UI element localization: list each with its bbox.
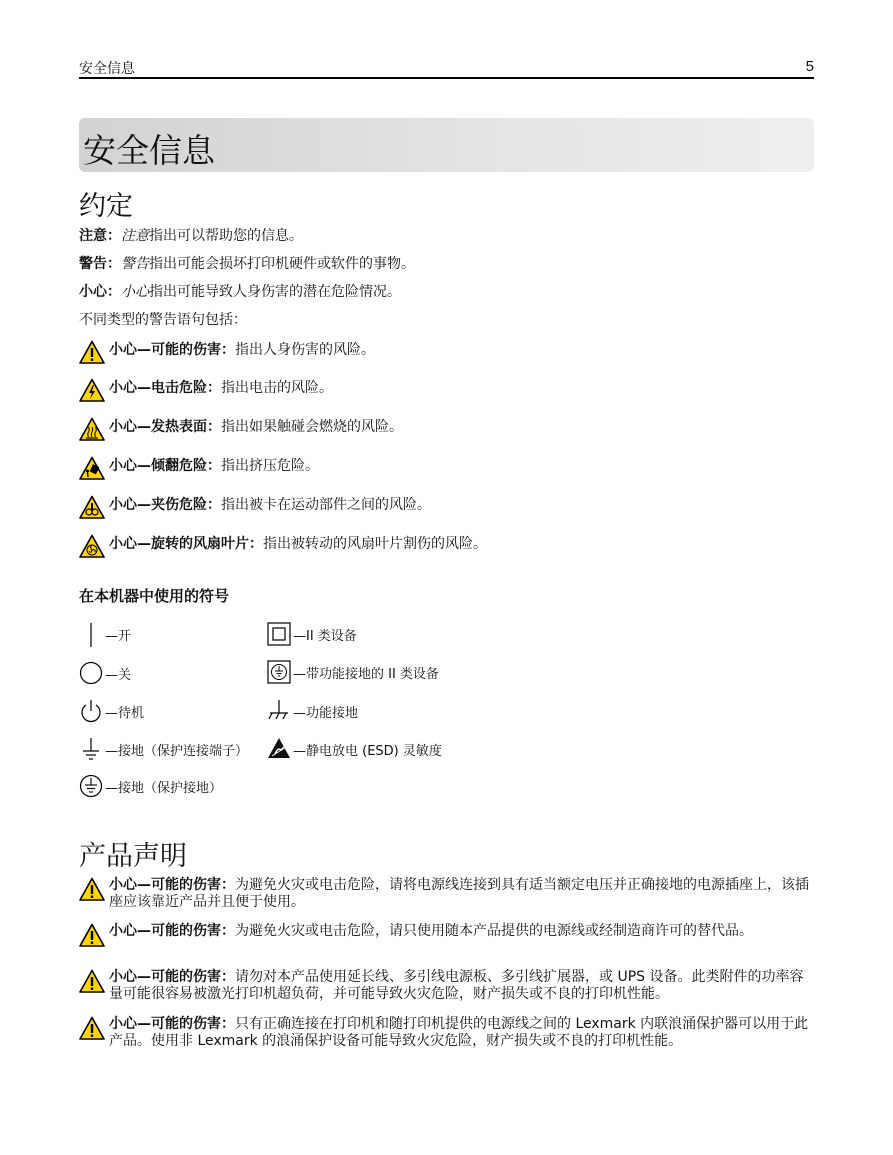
caution-type-text: 指出人身伤害的风险。 [235,342,375,358]
caution-type-text: 指出如果触碰会燃烧的风险。 [221,419,403,435]
caution-type-label: 小心—可能的伤害： [109,342,235,358]
symbol-label: —功能接地 [293,706,359,721]
caution-paragraph [79,282,401,302]
class-ii-icon [267,622,291,648]
caution-type-text: 指出挤压危险。 [221,458,319,474]
product-statements-heading: 产品声明 [79,841,187,872]
note-label: 注意： [79,228,121,244]
functional-earth-icon [267,699,291,725]
page-header [79,58,814,79]
power-on-icon [79,622,103,648]
note-paragraph [79,226,303,246]
page-title: 安全信息 [83,131,215,170]
ground-terminal-icon [79,737,103,763]
electric-shock-icon [79,378,105,402]
caution-type-text: 指出电击的风险。 [221,380,333,396]
statement-text: 为避免火灾或电击危险，请只使用随本产品提供的电源线或经制造商许可的替代品。 [235,923,753,939]
note-text: 指出可以帮助您的信息。 [149,228,303,244]
statement-text: 请勿对本产品使用延长线、多引线电源板、多引线扩展器，或 UPS 设备。此类附件的功率容量可能很容易被激光打印机超负荷，并可能导致火灾危险，财产损失或不良的打印机性能。 [109,969,804,1002]
caution-label: 小心： [79,284,121,300]
caution-exclamation-icon [79,877,105,901]
caution-term: 小心 [121,284,149,300]
hot-surface-icon [79,417,105,441]
caution-text: 指出可能导致人身伤害的潜在危险情况。 [149,284,401,300]
caution-type-label: 小心—倾翻危险： [109,458,221,474]
symbol-label: —II 类设备 [293,629,357,644]
warning-term: 警告 [121,256,149,272]
protective-ground-icon [79,774,103,800]
symbol-label: —接地（保护接地） [105,781,223,796]
caution-exclamation-icon [79,340,105,364]
symbol-label: —带功能接地的 II 类设备 [293,667,439,682]
caution-exclamation-icon [79,1016,105,1040]
title-banner [79,118,814,172]
caution-type-label: 小心—发热表面： [109,419,221,435]
caution-exclamation-icon [79,923,105,947]
pinch-hazard-icon [79,495,105,519]
caution-exclamation-icon [79,969,105,993]
statement-label: 小心—可能的伤害： [109,877,235,893]
statement-label: 小心—可能的伤害： [109,969,235,985]
symbol-label: —静电放电 (ESD) 灵敏度 [293,744,442,759]
esd-sensitivity-icon [267,737,291,763]
symbols-heading: 在本机器中使用的符号 [79,587,230,605]
symbol-label: —关 [105,668,132,683]
warning-paragraph [79,254,415,274]
symbol-label: —待机 [105,706,145,721]
statement-text: 只有正确连接在打印机和随打印机提供的电源线之间的 Lexmark 内联浪涌保护器可以用于此产品。使用非 Lexmark 的浪涌保护设备可能导致火灾危险，财产损失或不良的打印机性能。 [109,1016,809,1049]
symbol-label: —接地（保护连接端子） [105,744,249,759]
class-ii-functional-earth-icon [267,660,291,686]
conventions-heading: 约定 [79,191,133,222]
warning-label: 警告： [79,256,121,272]
statement-text: 为避免火灾或电击危险，请将电源线连接到具有适当额定电压并正确接地的电源插座上，该插座应该靠近产品并且便于使用。 [109,877,809,910]
note-term: 注意 [121,228,149,244]
running-title: 安全信息 [79,61,135,77]
caution-type-label: 小心—旋转的风扇叶片： [109,536,263,552]
caution-type-text: 指出被卡在运动部件之间的风险。 [221,497,431,513]
symbol-label: —开 [105,629,132,644]
caution-type-text: 指出被转动的风扇叶片割伤的风险。 [263,536,487,552]
fan-blade-icon [79,534,105,558]
statement-label: 小心—可能的伤害： [109,1016,235,1032]
warning-types-intro: 不同类型的警告语句包括： [79,312,247,328]
caution-type-label: 小心—夹伤危险： [109,497,221,513]
power-off-icon [79,661,103,687]
statement-label: 小心—可能的伤害： [109,923,235,939]
tipping-hazard-icon [79,456,105,480]
page-number: 5 [805,58,814,75]
standby-icon [79,699,103,725]
warning-text: 指出可能会损坏打印机硬件或软件的事物。 [149,256,415,272]
caution-type-label: 小心—电击危险： [109,380,221,396]
